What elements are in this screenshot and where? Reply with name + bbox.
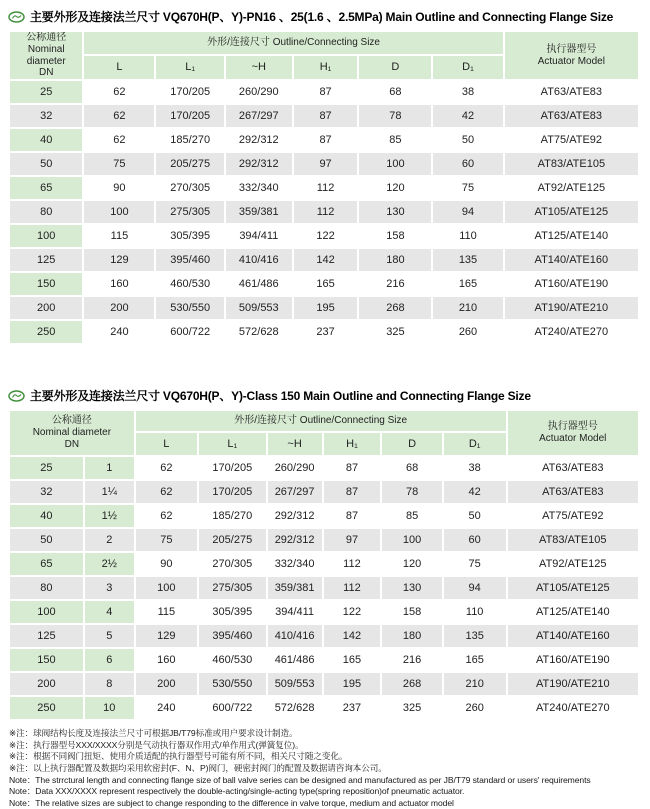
table-cell: 170/205: [156, 81, 224, 103]
table-cell: 38: [433, 81, 502, 103]
table-row: [10, 697, 638, 719]
table-row: [10, 505, 638, 527]
table-cell: AT105/ATE125: [505, 201, 638, 223]
table-cell: 150: [10, 273, 82, 295]
table-cell: 2: [85, 529, 134, 551]
brand-logo-icon: [8, 11, 25, 23]
note-line: Note：The strrctural length and connecting flange size of ball valve series can be designed and manufactured as per JB/T79 standard or users' requirements: [9, 774, 591, 785]
table-cell: 216: [359, 273, 431, 295]
table-cell: 270/305: [199, 553, 266, 575]
col-header-L: L: [136, 433, 197, 455]
table-cell: 268: [359, 297, 431, 319]
table-cell: 158: [359, 225, 431, 247]
table-cell: 40: [10, 505, 83, 527]
table-row: [10, 481, 638, 503]
note-line: Note：Data XXX/XXXX represent respectively the double-acting/single-acting type(spring reposition)of pneumatic actuator.: [9, 786, 465, 797]
table-cell: 115: [84, 225, 154, 247]
table-cell: 25: [10, 457, 83, 479]
table-cell: 62: [84, 129, 154, 151]
table-cell: AT75/ATE92: [505, 129, 638, 151]
table-cell: 129: [84, 249, 154, 271]
table-cell: 60: [444, 529, 506, 551]
table-cell: 185/270: [156, 129, 224, 151]
table-cell: AT125/ATE140: [505, 225, 638, 247]
table-row: [10, 529, 638, 551]
table-cell: 267/297: [268, 481, 322, 503]
table-cell: 3: [85, 577, 134, 599]
table-row: [10, 201, 638, 223]
col-header-H: ~H: [268, 433, 322, 455]
outline-size-group-header: 外形/连接尺寸 Outline/Connecting Size: [84, 32, 502, 54]
table-cell: 80: [10, 201, 82, 223]
table-cell: 461/486: [226, 273, 292, 295]
table-cell: 395/460: [156, 249, 224, 271]
table-cell: 530/550: [199, 673, 266, 695]
note-line: ※注：执行器型号XXX/XXXX分别是气动执行器双作用式/单作用式(弹簧复位)。: [9, 739, 304, 750]
section2-title-row: [8, 387, 640, 404]
table-cell: 394/411: [268, 601, 322, 623]
table-cell: 100: [382, 529, 441, 551]
col-header-H1: H₁: [294, 56, 358, 80]
table-row: [10, 105, 638, 127]
table-cell: 62: [136, 505, 197, 527]
table-row: [10, 225, 638, 247]
table-cell: 394/411: [226, 225, 292, 247]
table-cell: 142: [294, 249, 358, 271]
table-cell: 122: [294, 225, 358, 247]
table-cell: 600/722: [156, 321, 224, 343]
table-cell: 530/550: [156, 297, 224, 319]
col-header-D1: D₁: [433, 56, 502, 80]
note-line: Note：The relative sizes are subject to change responding to the difference in valve torque, medium and actuator model: [9, 797, 454, 808]
table-cell: AT160/ATE190: [505, 273, 638, 295]
note-line: ※注：球阀结构长度及连接法兰尺寸可根据JB/T79标准或用户要求设计制造。: [9, 728, 298, 739]
table-cell: 135: [433, 249, 502, 271]
table-cell: 60: [433, 153, 502, 175]
col-header-H1: H₁: [324, 433, 381, 455]
table-cell: 200: [10, 297, 82, 319]
table-row: [10, 457, 638, 479]
table-row: [10, 673, 638, 695]
table-cell: 50: [10, 153, 82, 175]
table-cell: 165: [324, 649, 381, 671]
table-cell: 170/205: [199, 457, 266, 479]
table-cell: 112: [294, 177, 358, 199]
table-cell: AT63/ATE83: [505, 81, 638, 103]
table-cell: 50: [433, 129, 502, 151]
table1-body: [10, 81, 638, 343]
table-row: [10, 177, 638, 199]
table-cell: 305/395: [199, 601, 266, 623]
table-cell: 200: [84, 297, 154, 319]
nominal-diameter-header: 公称通径 Nominal diameter DN: [10, 32, 82, 79]
table-cell: 461/486: [268, 649, 322, 671]
table-cell: 6: [85, 649, 134, 671]
table-cell: 292/312: [268, 505, 322, 527]
col-header-L: L: [84, 56, 154, 80]
table-cell: 142: [324, 625, 381, 647]
table-cell: AT83/ATE105: [505, 153, 638, 175]
table-cell: 210: [433, 297, 502, 319]
table-cell: 268: [382, 673, 441, 695]
table-cell: 85: [359, 129, 431, 151]
table-cell: 205/275: [156, 153, 224, 175]
table-cell: 112: [324, 577, 381, 599]
table-cell: 80: [10, 577, 83, 599]
table-cell: 170/205: [199, 481, 266, 503]
table-cell: 237: [294, 321, 358, 343]
table-row: [10, 297, 638, 319]
table-cell: 260/290: [226, 81, 292, 103]
table-row: [10, 649, 638, 671]
footnotes: [8, 728, 640, 809]
table-cell: 237: [324, 697, 381, 719]
table-cell: 94: [433, 201, 502, 223]
table-cell: AT63/ATE83: [505, 105, 638, 127]
table-cell: 78: [359, 105, 431, 127]
table-cell: 75: [433, 177, 502, 199]
table-cell: 292/312: [226, 153, 292, 175]
table-cell: 50: [444, 505, 506, 527]
table-cell: 260/290: [268, 457, 322, 479]
table-cell: 100: [10, 601, 83, 623]
table-cell: 120: [359, 177, 431, 199]
table-cell: 90: [84, 177, 154, 199]
table-cell: 165: [294, 273, 358, 295]
table-cell: 250: [10, 697, 83, 719]
actuator-model-header: 执行器型号 Actuator Model: [505, 32, 638, 79]
table-cell: 325: [359, 321, 431, 343]
table-cell: AT190/ATE210: [505, 297, 638, 319]
table-cell: 160: [84, 273, 154, 295]
table-cell: 180: [359, 249, 431, 271]
section1-title-row: [8, 8, 640, 25]
table-cell: 112: [294, 201, 358, 223]
table-cell: 135: [444, 625, 506, 647]
table-cell: 42: [433, 105, 502, 127]
table-cell: 170/205: [156, 105, 224, 127]
table-cell: 270/305: [156, 177, 224, 199]
table-cell: 87: [294, 105, 358, 127]
table-cell: 65: [10, 177, 82, 199]
table-cell: AT92/ATE125: [505, 177, 638, 199]
table-row: [10, 153, 638, 175]
table-cell: 8: [85, 673, 134, 695]
table-cell: 90: [136, 553, 197, 575]
table-cell: 38: [444, 457, 506, 479]
table-cell: 395/460: [199, 625, 266, 647]
table-cell: 87: [294, 81, 358, 103]
table-cell: AT63/ATE83: [508, 481, 638, 503]
table-cell: AT140/ATE160: [505, 249, 638, 271]
table-cell: 87: [324, 457, 381, 479]
note-line: ※注：以上执行器配置及数据均采用软密封(F、N、P)阀门，硬密封阀门的配置及数据请咨询本公司。: [9, 762, 387, 773]
table-cell: AT190/ATE210: [508, 673, 638, 695]
table-cell: 195: [324, 673, 381, 695]
table-cell: 165: [433, 273, 502, 295]
table-cell: 200: [136, 673, 197, 695]
table-cell: 572/628: [226, 321, 292, 343]
table-cell: 359/381: [268, 577, 322, 599]
table-cell: 87: [294, 129, 358, 151]
table-cell: 359/381: [226, 201, 292, 223]
table-cell: 160: [136, 649, 197, 671]
table-cell: AT63/ATE83: [508, 457, 638, 479]
table-cell: 25: [10, 81, 82, 103]
table-cell: 125: [10, 625, 83, 647]
table-cell: 62: [136, 481, 197, 503]
table-cell: 5: [85, 625, 134, 647]
table-cell: 275/305: [156, 201, 224, 223]
table-cell: 65: [10, 553, 83, 575]
table-cell: 32: [10, 105, 82, 127]
table-cell: 240: [84, 321, 154, 343]
table-cell: 87: [324, 505, 381, 527]
table-cell: 100: [359, 153, 431, 175]
table-cell: 460/530: [156, 273, 224, 295]
table-cell: 1¼: [85, 481, 134, 503]
table-cell: 2½: [85, 553, 134, 575]
col-header-D: D: [359, 56, 431, 80]
table-cell: 110: [433, 225, 502, 247]
table-cell: 180: [382, 625, 441, 647]
table-cell: 410/416: [268, 625, 322, 647]
table-cell: AT105/ATE125: [508, 577, 638, 599]
table-cell: 62: [84, 81, 154, 103]
outline-size-group-header: 外形/连接尺寸 Outline/Connecting Size: [136, 411, 506, 431]
table-cell: 100: [10, 225, 82, 247]
table-cell: 305/395: [156, 225, 224, 247]
table-cell: 125: [10, 249, 82, 271]
table-row: [10, 553, 638, 575]
table-cell: 100: [136, 577, 197, 599]
table-cell: 122: [324, 601, 381, 623]
table-cell: 210: [444, 673, 506, 695]
table-cell: 410/416: [226, 249, 292, 271]
table-cell: 292/312: [226, 129, 292, 151]
nominal-diameter-header: 公称通径 Nominal diameter DN: [10, 411, 134, 455]
table-cell: 100: [84, 201, 154, 223]
table-cell: 78: [382, 481, 441, 503]
table-cell: 332/340: [226, 177, 292, 199]
table-row: [10, 601, 638, 623]
table-row: [10, 577, 638, 599]
table-cell: 200: [10, 673, 83, 695]
table-cell: AT160/ATE190: [508, 649, 638, 671]
table-cell: 87: [324, 481, 381, 503]
table-cell: 4: [85, 601, 134, 623]
note-line: ※注：根据不同阀门扭矩、使用介质适配的执行器型号可能有所不同，相关尺寸随之变化。: [9, 751, 348, 762]
table-cell: 267/297: [226, 105, 292, 127]
table-cell: 129: [136, 625, 197, 647]
table-cell: 130: [382, 577, 441, 599]
table-cell: 94: [444, 577, 506, 599]
table-cell: 205/275: [199, 529, 266, 551]
table-cell: AT92/ATE125: [508, 553, 638, 575]
table-cell: 260: [433, 321, 502, 343]
table-cell: 195: [294, 297, 358, 319]
table-cell: AT240/ATE270: [505, 321, 638, 343]
table-cell: 75: [444, 553, 506, 575]
table-cell: 165: [444, 649, 506, 671]
table-cell: AT125/ATE140: [508, 601, 638, 623]
table-cell: AT240/ATE270: [508, 697, 638, 719]
table-cell: 185/270: [199, 505, 266, 527]
table-cell: 62: [84, 105, 154, 127]
table-row: [10, 321, 638, 343]
table2-body: [10, 457, 638, 719]
table-cell: AT75/ATE92: [508, 505, 638, 527]
table-cell: AT83/ATE105: [508, 529, 638, 551]
table-cell: 509/553: [226, 297, 292, 319]
table-cell: 250: [10, 321, 82, 343]
table-cell: 40: [10, 129, 82, 151]
table-row: [10, 273, 638, 295]
table-row: [10, 625, 638, 647]
dimension-table-pn16: [8, 30, 640, 345]
table-row: [10, 81, 638, 103]
table-cell: 75: [136, 529, 197, 551]
table-cell: 260: [444, 697, 506, 719]
table-cell: 460/530: [199, 649, 266, 671]
table-cell: 130: [359, 201, 431, 223]
section2-title: 主要外形及连接法兰尺寸 VQ670H(P、Y)-Class 150 Main Outline and Connecting Flange Size: [30, 389, 531, 404]
table-row: [10, 249, 638, 271]
table-cell: 1½: [85, 505, 134, 527]
col-header-L1: L₁: [199, 433, 266, 455]
table-cell: 97: [294, 153, 358, 175]
table-row: [10, 129, 638, 151]
table-cell: 216: [382, 649, 441, 671]
actuator-model-header: 执行器型号 Actuator Model: [508, 411, 638, 455]
col-header-H: ~H: [226, 56, 292, 80]
table-cell: 332/340: [268, 553, 322, 575]
brand-logo-icon: [8, 390, 25, 402]
table-cell: 97: [324, 529, 381, 551]
table-cell: 150: [10, 649, 83, 671]
table-cell: 85: [382, 505, 441, 527]
table-cell: 120: [382, 553, 441, 575]
table-cell: 68: [382, 457, 441, 479]
table-cell: 1: [85, 457, 134, 479]
table-cell: 62: [136, 457, 197, 479]
table-cell: 32: [10, 481, 83, 503]
dimension-table-class150: [8, 409, 640, 721]
table-cell: 10: [85, 697, 134, 719]
table-cell: 75: [84, 153, 154, 175]
table-cell: 240: [136, 697, 197, 719]
table-cell: 110: [444, 601, 506, 623]
table-cell: 275/305: [199, 577, 266, 599]
section1-title: 主要外形及连接法兰尺寸 VQ670H(P、Y)-PN16 、25(1.6 、2.5MPa) Main Outline and Connecting Flange Size: [30, 10, 614, 24]
col-header-D: D: [382, 433, 441, 455]
table-cell: 115: [136, 601, 197, 623]
table-cell: 600/722: [199, 697, 266, 719]
table-cell: 292/312: [268, 529, 322, 551]
table-cell: AT140/ATE160: [508, 625, 638, 647]
table-cell: 112: [324, 553, 381, 575]
table-cell: 50: [10, 529, 83, 551]
table-cell: 158: [382, 601, 441, 623]
col-header-D1: D₁: [444, 433, 506, 455]
table-cell: 68: [359, 81, 431, 103]
table-cell: 325: [382, 697, 441, 719]
table-cell: 572/628: [268, 697, 322, 719]
table-cell: 42: [444, 481, 506, 503]
col-header-L1: L₁: [156, 56, 224, 80]
table-cell: 509/553: [268, 673, 322, 695]
